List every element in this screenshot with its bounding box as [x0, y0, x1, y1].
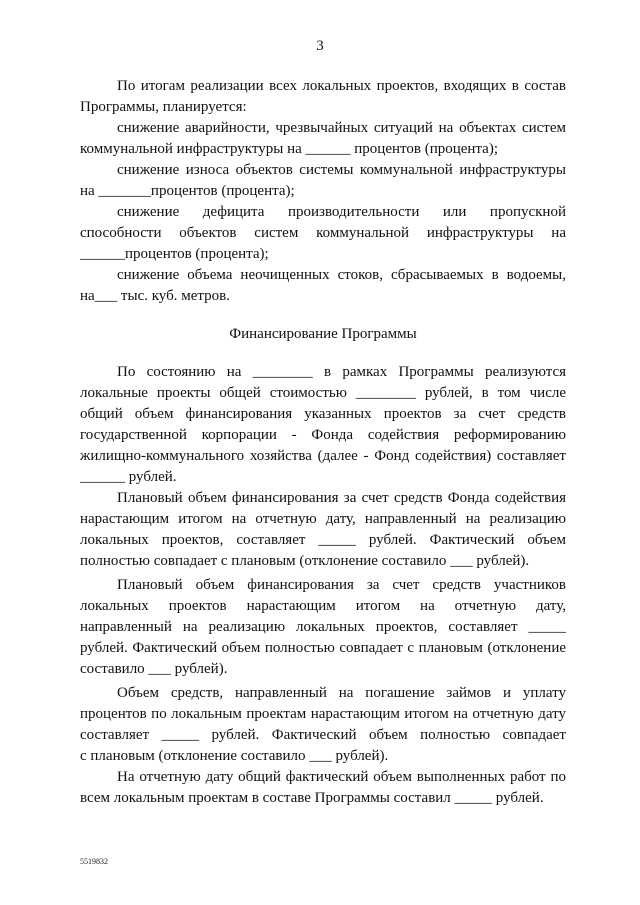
- financing-paragraph-fund: [80, 488, 566, 572]
- text-line: ______процентов (процента);: [80, 246, 269, 262]
- document-code: 5519832: [80, 857, 108, 866]
- text-line: снижение дефицита производительности или пропускной: [117, 204, 566, 220]
- text-line: локальных проектов нарастающим итогом на отчетную дату,: [80, 598, 566, 614]
- results-item-capacity: [80, 202, 566, 265]
- text-line: на___ тыс. куб. метров.: [80, 288, 230, 304]
- text-line: По состоянию на ________ в рамках Программы реализуются: [117, 364, 566, 380]
- text-line: По итогам реализации всех локальных проектов, входящих в состав: [117, 78, 566, 94]
- results-intro-paragraph: [80, 76, 566, 118]
- text-line: локальных проектов, составляет _____ рублей. Фактический объем: [80, 532, 566, 548]
- results-item-wear: [80, 160, 566, 202]
- financing-paragraph-loans: [80, 683, 566, 767]
- text-line: процентов по локальным проектам нарастающим итогом на отчетную дату: [80, 706, 566, 722]
- page-number: 3: [316, 38, 324, 54]
- text-line: Программы, планируется:: [80, 99, 247, 115]
- text-line: всем локальным проектам в составе Программы составил _____ рублей.: [80, 790, 544, 806]
- text-line: снижение износа объектов системы коммунальной инфраструктуры: [117, 162, 566, 178]
- text-line: направленный на реализацию локальных проектов, составляет _____: [80, 619, 566, 635]
- results-item-emergency: [80, 118, 566, 160]
- text-line: Объем средств, направленный на погашение займов и уплату: [117, 685, 566, 701]
- text-line: ______ рублей.: [80, 469, 177, 485]
- text-line: общий объем финансирования указанных проектов за счет средств: [80, 406, 566, 422]
- financing-paragraph-participants: [80, 575, 566, 680]
- text-line: полностью совпадает с плановым (отклонение составило ___ рублей).: [80, 553, 530, 569]
- document-body: [80, 76, 566, 809]
- text-line: способности объектов систем коммунальной инфраструктуры на: [80, 225, 566, 241]
- text-line: снижение объема неочищенных стоков, сбрасываемых в водоемы,: [117, 267, 566, 283]
- text-line: рублей. Фактический объем полностью совпадает с плановым (отклонение: [80, 640, 566, 656]
- text-line: жилищно-коммунального хозяйства (далее - Фонд содействия) составляет: [80, 448, 566, 464]
- text-line: снижение аварийности, чрезвычайных ситуаций на объектах систем: [117, 120, 566, 136]
- text-line: коммунальной инфраструктуры на ______ процентов (процента);: [80, 141, 498, 157]
- results-item-wastewater: [80, 265, 566, 307]
- financing-paragraph-status: [80, 362, 566, 488]
- financing-paragraph-works: [80, 767, 566, 809]
- text-line: Плановый объем финансирования за счет средств Фонда содействия: [117, 490, 566, 506]
- text-line: нарастающим итогом на отчетную дату, направленный на реализацию: [80, 511, 566, 527]
- text-line: составляет _____ рублей. Фактический объем полностью совпадает: [80, 727, 566, 743]
- text-line: с плановым (отклонение составило ___ рублей).: [80, 748, 389, 764]
- text-line: Плановый объем финансирования за счет средств участников: [117, 577, 566, 593]
- text-line: локальные проекты общей стоимостью ________ рублей, в том числе: [80, 385, 566, 401]
- text-line: На отчетную дату общий фактический объем выполненных работ по: [117, 769, 566, 785]
- text-line: государственной корпорации - Фонда содействия реформированию: [80, 427, 566, 443]
- text-line: составило ___ рублей).: [80, 661, 228, 677]
- section-title: Финансирование Программы: [229, 326, 417, 342]
- text-line: на _______процентов (процента);: [80, 183, 295, 199]
